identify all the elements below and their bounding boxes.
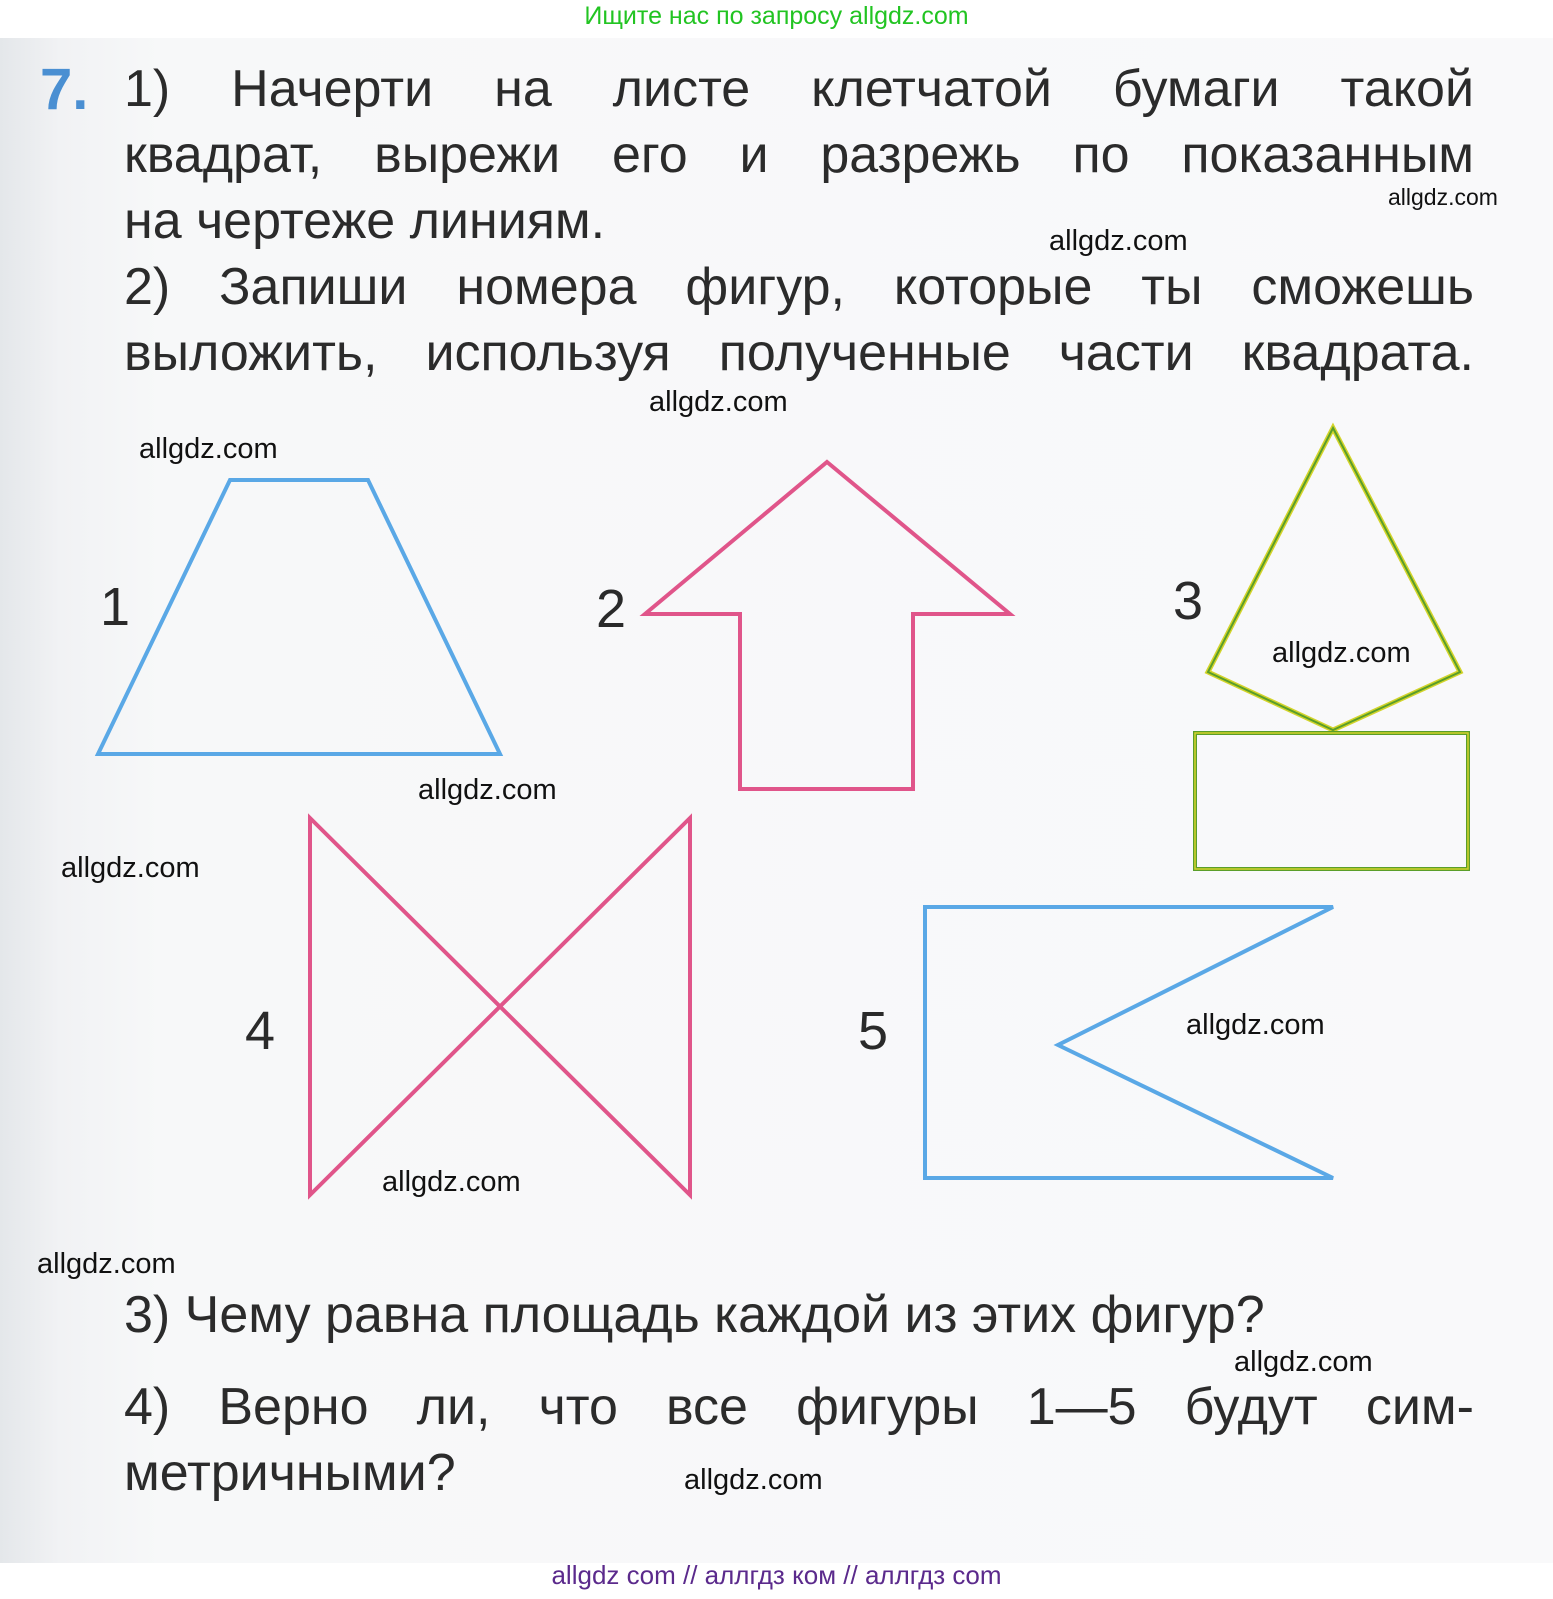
figure-3-label: 3	[1173, 571, 1204, 631]
task-part-1-line-2: квадрат, вырежи его и разрежь по показанным	[124, 126, 1474, 184]
watermark-7: allgdz.com	[61, 852, 200, 884]
watermark-6: allgdz.com	[418, 774, 557, 806]
figure-4-label: 4	[245, 1001, 276, 1061]
watermark-2: allgdz.com	[1049, 225, 1188, 257]
top-banner[interactable]: Ищите нас по запросу allgdz.com	[584, 2, 969, 30]
task-part-3	[124, 1282, 1474, 1348]
task-part-4-line-2: метричными?	[124, 1444, 456, 1502]
figure-1-label: 1	[100, 577, 131, 637]
watermark-9: allgdz.com	[382, 1166, 521, 1198]
task-part-4-line-1: 4) Верно ли, что все фигуры 1—5 будут сим-	[124, 1378, 1474, 1436]
watermark-10: allgdz.com	[37, 1248, 176, 1280]
task-number: 7.	[40, 57, 89, 122]
footer-links[interactable]: allgdz com // аллгдз ком // аллгдз com	[551, 1560, 1002, 1590]
task-part-2-line-1: 2) Запиши номера фигур, которые ты сможешь	[124, 258, 1474, 316]
task-part-1-line-3: на чертеже линиям.	[124, 192, 606, 250]
figure-3-rectangle	[1195, 733, 1468, 869]
figure-3-kite-inner	[1208, 428, 1460, 730]
figure-5-notched-rectangle	[925, 907, 1333, 1178]
watermark-11: allgdz.com	[1234, 1346, 1373, 1378]
watermark-1: allgdz.com	[1388, 184, 1498, 210]
watermark-12: allgdz.com	[684, 1464, 823, 1496]
watermark-5: allgdz.com	[1272, 637, 1411, 669]
figure-5-label: 5	[858, 1001, 889, 1061]
figure-3-kite-outer	[1208, 428, 1460, 730]
task-part-3-line: 3) Чему равна площадь каждой из этих фигур?	[124, 1286, 1265, 1344]
figure-1-trapezoid	[98, 480, 500, 754]
figure-2-arrow	[645, 462, 1010, 789]
figure-2-label: 2	[596, 579, 627, 639]
watermark-8: allgdz.com	[1186, 1009, 1325, 1041]
watermark-4: allgdz.com	[139, 433, 278, 465]
watermark-3: allgdz.com	[649, 386, 788, 418]
figure-4-bowtie	[310, 818, 690, 1195]
task-part-2-line-2: выложить, используя полученные части квадрата.	[124, 324, 1474, 382]
task-part-1-line-1: 1) Начерти на листе клетчатой бумаги такой	[124, 60, 1474, 118]
figure-3-rectangle-inner	[1195, 733, 1468, 869]
